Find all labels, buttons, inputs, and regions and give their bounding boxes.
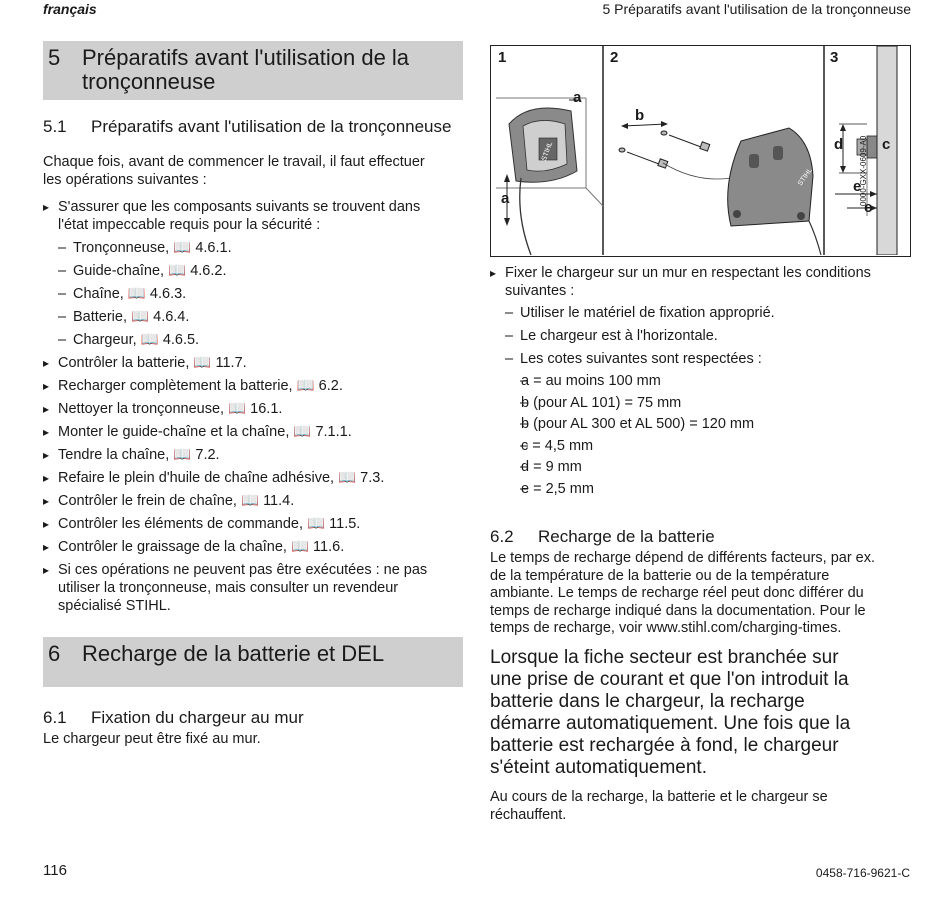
item-text: Contrôler le frein de chaîne,	[58, 493, 237, 509]
text-line: une prise de courant et que l'on introduit la	[490, 669, 849, 690]
list-item	[43, 239, 473, 257]
subsection-number: 5.1	[43, 117, 67, 136]
list-item: – Le chargeur est à l'horizontale.	[490, 327, 915, 345]
item-text: Tendre la chaîne,	[58, 447, 170, 463]
item-text: Chargeur,	[73, 332, 137, 348]
section-title	[82, 46, 409, 94]
section-title-line: Préparatifs avant l'utilisation de la	[82, 45, 410, 70]
subsection-number: 6.1	[43, 708, 67, 727]
item-ref: 16.1.	[250, 401, 283, 417]
subsection-number: 6.2	[490, 527, 514, 546]
subsection-title: Fixation du chargeur au mur	[91, 708, 304, 727]
list-item: – b (pour AL 101) = 75 mm	[505, 394, 905, 412]
checklist	[43, 198, 473, 615]
text-line: les opérations suivantes :	[43, 172, 207, 188]
item-ref: 11.4.	[263, 493, 295, 509]
text-line: temps de recharge indiqué dans la documentation. Pour le	[490, 602, 866, 619]
item-text: Contrôler les éléments de commande,	[58, 516, 304, 532]
text-line: batterie est rechargée à fond, le chargeur	[490, 735, 839, 756]
list-item	[43, 492, 473, 510]
book-icon: 📖	[293, 424, 312, 440]
book-icon: 📖	[173, 447, 192, 463]
list-item: – Les cotes suivantes sont respectées :	[490, 350, 915, 368]
item-ref: 4.6.3.	[149, 286, 187, 302]
panel-3-label: 3	[830, 49, 839, 66]
list-item	[43, 400, 473, 418]
panel-1-label: 1	[498, 49, 507, 66]
list-item	[43, 285, 473, 303]
book-icon: 📖	[228, 401, 247, 417]
text-line: Si ces opérations ne peuvent pas être exécutées : ne pas	[58, 562, 428, 578]
section-6-banner	[43, 637, 463, 687]
item-ref: 11.5.	[329, 516, 361, 532]
section-number: 5	[48, 45, 61, 70]
item-text: Guide-chaîne,	[73, 263, 165, 279]
section-title: Recharge de la batterie et DEL	[82, 641, 385, 666]
book-icon: 📖	[173, 240, 192, 256]
item-ref: 7.2.	[195, 447, 220, 463]
mount-conditions	[490, 264, 915, 373]
list-item: – d = 9 mm	[505, 458, 905, 476]
item-ref: 4.6.2.	[190, 263, 227, 279]
item-text: Contrôler le graissage de la chaîne,	[58, 539, 287, 555]
text-line: Chaque fois, avant de commencer le travail, il faut effectuer	[43, 154, 425, 170]
text-line: l'état impeccable requis pour la sécurité :	[58, 217, 321, 233]
list-item	[43, 515, 473, 533]
book-icon: 📖	[296, 378, 315, 394]
list-item	[43, 469, 473, 487]
book-icon: 📖	[193, 355, 212, 371]
list-item: – c = 4,5 mm	[505, 437, 905, 455]
book-icon: 📖	[127, 286, 146, 302]
text-line: réchauffent.	[490, 807, 567, 823]
list-item: – Utiliser le matériel de fixation approprié.	[490, 304, 915, 322]
header-language: français	[43, 1, 97, 17]
auto-charge-paragraph	[490, 647, 920, 779]
item-ref: 11.6.	[313, 539, 345, 555]
subsection-title: Recharge de la batterie	[538, 527, 715, 546]
mount-intro: Le chargeur peut être fixé au mur.	[43, 731, 261, 747]
book-icon: 📖	[131, 309, 150, 325]
item-ref: 4.6.4.	[153, 309, 190, 325]
brand-text: STIHL	[796, 166, 815, 188]
subsection-6-2-heading	[490, 527, 715, 547]
item-ref: 4.6.1.	[195, 240, 232, 256]
dimension-list	[505, 372, 905, 501]
subsection-5-1-heading	[43, 117, 451, 137]
list-item	[43, 377, 473, 395]
text-line: utiliser la tronçonneuse, mais consulter un revendeur	[58, 580, 399, 596]
list-item	[490, 264, 915, 300]
text-line: Au cours de la recharge, la batterie et le chargeur se	[490, 789, 828, 805]
book-icon: 📖	[290, 539, 310, 555]
item-ref: 6.2.	[318, 378, 343, 394]
book-icon: 📖	[338, 470, 357, 486]
charging-time-paragraph	[490, 550, 915, 638]
document-code: 0458-716-9621-C	[815, 866, 910, 880]
item-text: Recharger complètement la batterie,	[58, 378, 293, 394]
list-item	[43, 538, 473, 556]
brand-text: STIHL	[540, 140, 555, 163]
item-text: Tronçonneuse,	[73, 240, 170, 256]
item-text: Batterie,	[73, 309, 127, 325]
item-text: Nettoyer la tronçonneuse,	[58, 401, 225, 417]
dim-label-e: e	[864, 199, 873, 216]
text-line: de la température de la batterie ou de la température	[490, 567, 830, 584]
text-line: S'assurer que les composants suivants se trouvent dans	[58, 199, 421, 215]
list-item: – e = 2,5 mm	[505, 480, 905, 498]
section-title-line: tronçonneuse	[82, 69, 216, 94]
page-number: 116	[43, 862, 67, 879]
dim-label-e: e	[853, 178, 862, 195]
list-item	[43, 331, 473, 349]
item-text: Monter le guide-chaîne et la chaîne,	[58, 424, 290, 440]
dim-label-c: c	[882, 136, 891, 153]
section-number: 6	[48, 641, 61, 666]
mounting-diagram	[491, 46, 909, 255]
item-text: Refaire le plein d'huile de chaîne adhésive,	[58, 470, 335, 486]
text-line: suivantes :	[505, 283, 575, 299]
item-ref: 7.1.1.	[315, 424, 352, 440]
book-icon: 📖	[307, 516, 326, 532]
list-item	[43, 262, 473, 280]
text-line: ambiante. Le temps de recharge réel peut donc différer du	[490, 585, 864, 601]
intro-paragraph	[43, 153, 473, 189]
subsection-title: Préparatifs avant l'utilisation de la tronçonneuse	[91, 117, 452, 136]
list-item: – b (pour AL 300 et AL 500) = 120 mm	[505, 415, 905, 433]
dim-label-a-side: a	[501, 190, 510, 207]
text-line: batterie dans le chargeur, la recharge	[490, 691, 805, 712]
item-text: Contrôler la batterie,	[58, 355, 190, 371]
list-item	[43, 198, 473, 234]
list-item	[43, 446, 473, 464]
item-ref: 7.3.	[360, 470, 385, 486]
list-item	[43, 308, 473, 326]
text-line: temps de recharge, voir www.stihl.com/charging-times.	[490, 620, 842, 636]
book-icon: 📖	[168, 263, 187, 279]
item-text: Chaîne,	[73, 286, 124, 302]
list-item	[43, 354, 473, 372]
text-line: Le temps de recharge dépend de différents facteurs, par ex.	[490, 550, 876, 566]
subsection-6-1-heading	[43, 708, 304, 728]
figure-code: 0000-GXX-0609-A0	[859, 135, 868, 206]
text-line: Lorsque la fiche secteur est branchée sur	[490, 647, 839, 668]
text-line: démarre automatiquement. Une fois que la	[490, 713, 851, 734]
dim-label-b: b	[635, 107, 645, 124]
book-icon: 📖	[240, 493, 260, 509]
item-ref: 4.6.5.	[162, 332, 200, 348]
list-item	[43, 423, 473, 441]
dim-label-a-top: a	[573, 89, 582, 106]
list-item	[43, 561, 473, 615]
text-line: s'éteint automatiquement.	[490, 757, 707, 778]
dim-label-d: d	[834, 136, 844, 153]
item-ref: 11.7.	[215, 355, 247, 371]
text-line: Fixer le chargeur sur un mur en respectant les conditions	[505, 265, 871, 281]
mounting-figure	[490, 45, 911, 257]
header-chapter: 5 Préparatifs avant l'utilisation de la tronçonneuse	[602, 1, 911, 17]
list-item: – a = au moins 100 mm	[505, 372, 905, 390]
book-icon: 📖	[140, 332, 159, 348]
section-5-banner	[43, 41, 463, 100]
panel-2-label: 2	[610, 49, 619, 66]
text-line: spécialisé STIHL.	[58, 598, 171, 614]
heat-note-paragraph	[490, 788, 915, 824]
